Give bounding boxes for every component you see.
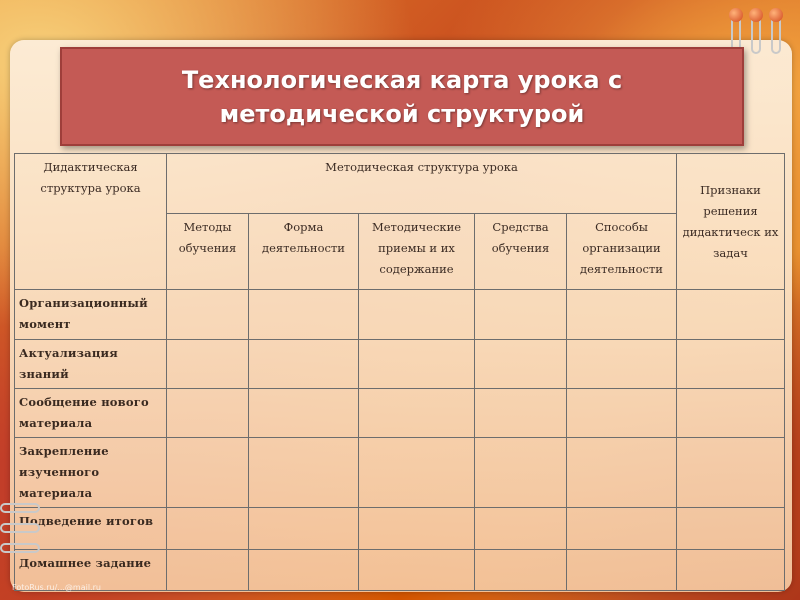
table-cell [475, 438, 567, 508]
table-cell [475, 340, 567, 389]
header-signs-of-solution: Признаки решения дидактическ их задач [677, 154, 785, 290]
table-cell [677, 508, 785, 550]
table-cell [249, 550, 359, 591]
table-cell [249, 508, 359, 550]
subheader-organization-methods: Способы организации деятельности [567, 214, 677, 290]
table-cell [167, 550, 249, 591]
table-cell [677, 438, 785, 508]
table-cell [167, 389, 249, 438]
table-cell [567, 290, 677, 340]
slide-title: Технологическая карта урока с методической структурой [181, 65, 623, 128]
table-cell [359, 508, 475, 550]
clip-head-icon [729, 8, 743, 22]
table-row [15, 340, 785, 389]
table-cell [167, 438, 249, 508]
watermark-text: FotoRus.ru/...@mail.ru [12, 583, 101, 592]
table-cell [249, 340, 359, 389]
paperclip-icon [0, 523, 40, 533]
left-paperclips-decoration [0, 495, 40, 555]
table-cell [677, 290, 785, 340]
table-cell [475, 389, 567, 438]
table-row [15, 389, 785, 438]
lesson-plan-table [14, 153, 785, 591]
table-cell [677, 340, 785, 389]
table-cell [359, 550, 475, 591]
table-cell [677, 550, 785, 591]
table-cell [567, 508, 677, 550]
table-cell [249, 389, 359, 438]
paperclip-icon [0, 503, 40, 513]
subheader-methodical-techniques: Методические приемы и их содержание [359, 214, 475, 290]
table-row [15, 438, 785, 508]
table-cell [475, 550, 567, 591]
table-cell [359, 340, 475, 389]
title-banner [60, 47, 744, 146]
subheader-teaching-aids: Средства обучения [475, 214, 567, 290]
paperclip-icon [0, 543, 40, 553]
table-cell [167, 290, 249, 340]
row-label: Закрепление изученного материала [15, 438, 167, 508]
row-label: Подведение итогов [15, 508, 167, 550]
table-cell [677, 389, 785, 438]
table-cell [359, 438, 475, 508]
clip-head-icon [769, 8, 783, 22]
row-label: Домашнее задание [15, 550, 167, 591]
table-cell [475, 508, 567, 550]
subheader-teaching-methods: Методы обучения [167, 214, 249, 290]
table-row [15, 508, 785, 550]
table-row [15, 550, 785, 591]
table-cell [567, 340, 677, 389]
table-cell [567, 550, 677, 591]
table-cell [249, 438, 359, 508]
table-cell [567, 389, 677, 438]
row-label: Актуализация знаний [15, 340, 167, 389]
table-cell [475, 290, 567, 340]
header-methodical-structure: Методическая структура урока [167, 154, 677, 214]
table-cell [359, 389, 475, 438]
table-cell [167, 508, 249, 550]
subheader-activity-form: Форма деятельности [249, 214, 359, 290]
table-row [15, 290, 785, 340]
row-label: Сообщение нового материала [15, 389, 167, 438]
table-cell [567, 438, 677, 508]
clip-head-icon [749, 8, 763, 22]
row-label: Организационный момент [15, 290, 167, 340]
table-cell [249, 290, 359, 340]
table-cell [167, 340, 249, 389]
table-cell [359, 290, 475, 340]
header-didactic-structure: Дидактическая структура урока [15, 154, 167, 290]
